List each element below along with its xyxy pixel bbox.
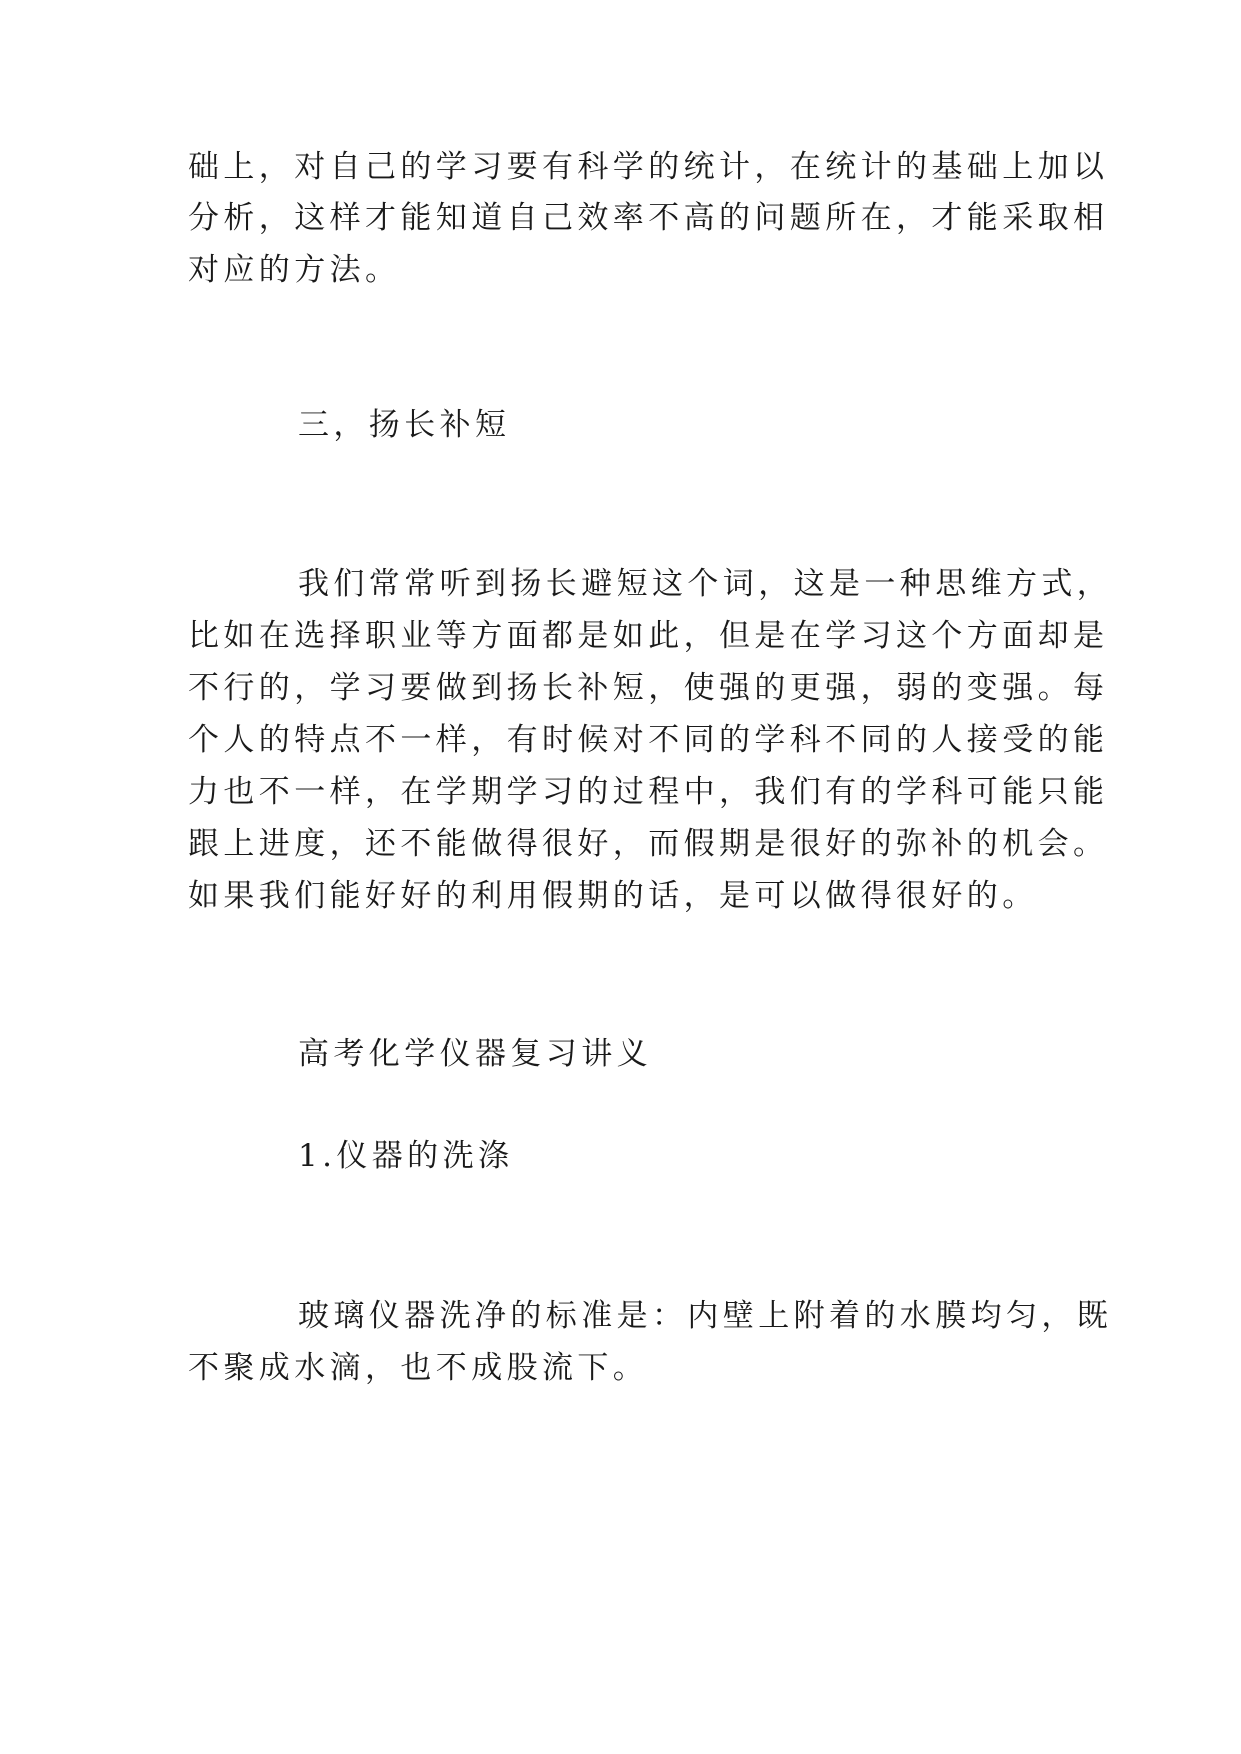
paragraph-2-line-3: 不行的，学习要做到扬长补短，使强的更强，弱的变强。每 — [188, 670, 1109, 706]
paragraph-1-line-3: 对应的方法。 — [188, 252, 401, 288]
section-3-heading: 三，扬长补短 — [298, 407, 511, 443]
paragraph-2-line-4: 个人的特点不一样，有时候对不同的学科不同的人接受的能 — [188, 722, 1109, 758]
paragraph-2-line-7: 如果我们能好好的利用假期的话，是可以做得很好的。 — [188, 878, 1038, 914]
paragraph-2-line-6: 跟上进度，还不能做得很好，而假期是很好的弥补的机会。 — [188, 826, 1109, 862]
article-title: 高考化学仪器复习讲义 — [298, 1036, 652, 1072]
paragraph-1-line-2: 分析，这样才能知道自己效率不高的问题所在，才能采取相 — [188, 200, 1109, 236]
paragraph-3-line-2: 不聚成水滴，也不成股流下。 — [188, 1350, 649, 1386]
paragraph-2-line-2: 比如在选择职业等方面都是如此，但是在学习这个方面却是 — [188, 618, 1109, 654]
paragraph-3-line-1: 玻璃仪器洗净的标准是：内壁上附着的水膜均匀，既 — [298, 1298, 1113, 1334]
paragraph-2-line-5: 力也不一样，在学期学习的过程中，我们有的学科可能只能 — [188, 774, 1109, 810]
paragraph-1-line-1: 础上，对自己的学习要有科学的统计，在统计的基础上加以 — [188, 149, 1109, 185]
subsection-1-heading: 1.仪器的洗涤 — [298, 1138, 514, 1174]
paragraph-2-line-1: 我们常常听到扬长避短这个词，这是一种思维方式， — [298, 566, 1113, 602]
